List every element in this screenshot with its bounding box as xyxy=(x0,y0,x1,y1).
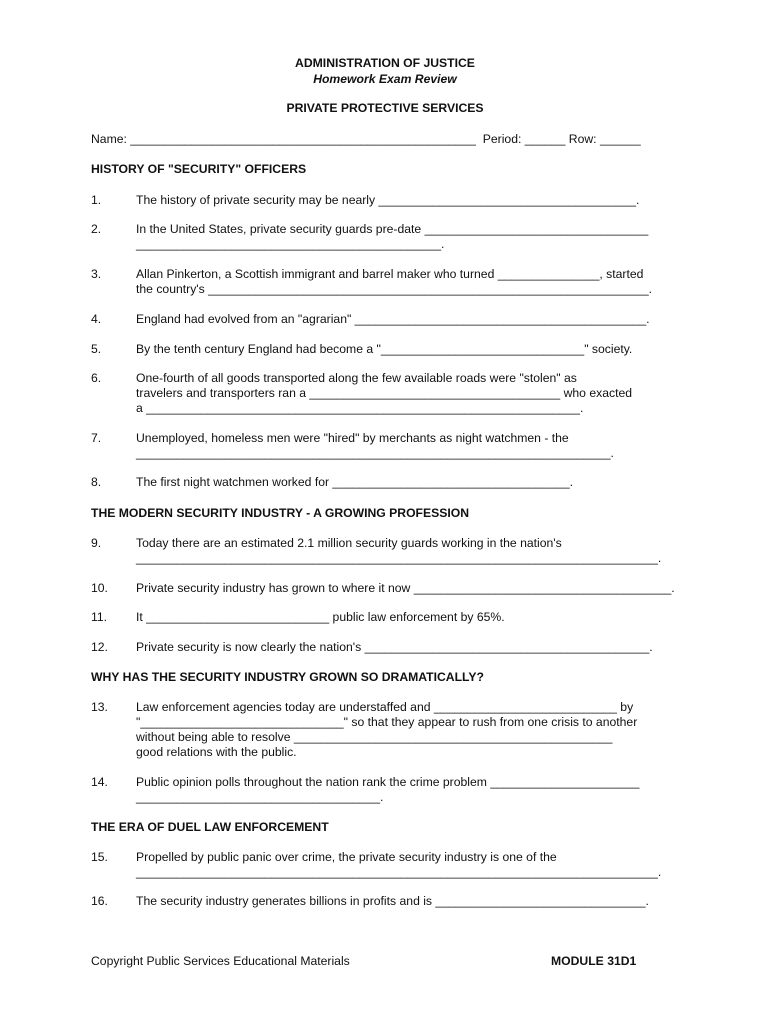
question-number: 10. xyxy=(91,581,108,595)
section-heading-growth: WHY HAS THE SECURITY INDUSTRY GROWN SO DRAMATICALLY? xyxy=(91,670,484,684)
question-text: Law enforcement agencies today are understaffed and ___________________________ by xyxy=(136,700,634,714)
question-text: In the United States, private security guards pre-date _________________________________ xyxy=(136,222,649,236)
question-text: ____________________________________. xyxy=(136,790,384,804)
question-text: the country's _________________________________________________________________. xyxy=(136,282,653,296)
section-heading-duel-law: THE ERA OF DUEL LAW ENFORCEMENT xyxy=(91,820,329,834)
question-number: 14. xyxy=(91,775,108,789)
question-number: 7. xyxy=(91,431,102,445)
question-text: ______________________________________________________________________. xyxy=(136,446,614,460)
question-number: 12. xyxy=(91,640,108,654)
footer-copyright: Copyright Public Services Educational Materials xyxy=(91,954,350,968)
question-text: _____________________________________________________________________________. xyxy=(136,865,662,879)
student-info-line: Name: ___________________________________________________ Period: ______ Row: ______ xyxy=(91,132,641,146)
document-title: ADMINISTRATION OF JUSTICE xyxy=(295,56,475,70)
question-number: 1. xyxy=(91,193,102,207)
question-text: Public opinion polls throughout the nation rank the crime problem ______________________ xyxy=(136,775,640,789)
question-text: The security industry generates billions in profits and is _______________________________. xyxy=(136,894,649,908)
question-text: "______________________________" so that they appear to rush from one crisis to another xyxy=(136,715,638,729)
question-text: Private security is now clearly the nation's __________________________________________. xyxy=(136,640,653,654)
question-number: 5. xyxy=(91,342,102,356)
question-text: without being able to resolve _______________________________________________ xyxy=(136,730,613,744)
question-text: One-fourth of all goods transported along the few available roads were "stolen" as xyxy=(136,371,577,385)
question-text: Allan Pinkerton, a Scottish immigrant and barrel maker who turned _______________, started xyxy=(136,267,644,281)
question-text: Propelled by public panic over crime, the private security industry is one of the xyxy=(136,850,557,864)
question-number: 4. xyxy=(91,312,102,326)
question-number: 3. xyxy=(91,267,102,281)
question-number: 6. xyxy=(91,371,102,385)
topic-title: PRIVATE PROTECTIVE SERVICES xyxy=(286,101,484,115)
document-subtitle: Homework Exam Review xyxy=(313,72,457,86)
question-text: It ___________________________ public law enforcement by 65%. xyxy=(136,610,505,624)
section-heading-history: HISTORY OF "SECURITY" OFFICERS xyxy=(91,162,307,176)
question-text: good relations with the public. xyxy=(136,745,297,759)
question-text: Unemployed, homeless men were "hired" by merchants as night watchmen - the xyxy=(136,431,569,445)
question-number: 13. xyxy=(91,700,108,714)
question-text: By the tenth century England had become a "______________________________" society. xyxy=(136,342,633,356)
question-text: England had evolved from an "agrarian" ___________________________________________. xyxy=(136,312,650,326)
question-number: 15. xyxy=(91,850,108,864)
question-number: 11. xyxy=(91,610,108,624)
footer-module: MODULE 31D1 xyxy=(551,954,637,968)
question-text: _____________________________________________________________________________. xyxy=(136,551,662,565)
question-text: The first night watchmen worked for ___________________________________. xyxy=(136,475,574,489)
question-number: 16. xyxy=(91,894,108,908)
question-text: a ________________________________________________________________. xyxy=(136,401,584,415)
question-text: Today there are an estimated 2.1 million security guards working in the nation's xyxy=(136,536,562,550)
question-number: 8. xyxy=(91,475,102,489)
section-heading-modern-industry: THE MODERN SECURITY INDUSTRY - A GROWING PROFESSION xyxy=(91,506,470,520)
question-text: travelers and transporters ran a _____________________________________ who exacted xyxy=(136,386,633,400)
question-number: 9. xyxy=(91,536,102,550)
question-text: _____________________________________________. xyxy=(136,237,445,251)
question-text: The history of private security may be nearly ______________________________________. xyxy=(136,193,640,207)
question-text: Private security industry has grown to where it now ______________________________________. xyxy=(136,581,675,595)
question-number: 2. xyxy=(91,222,102,236)
